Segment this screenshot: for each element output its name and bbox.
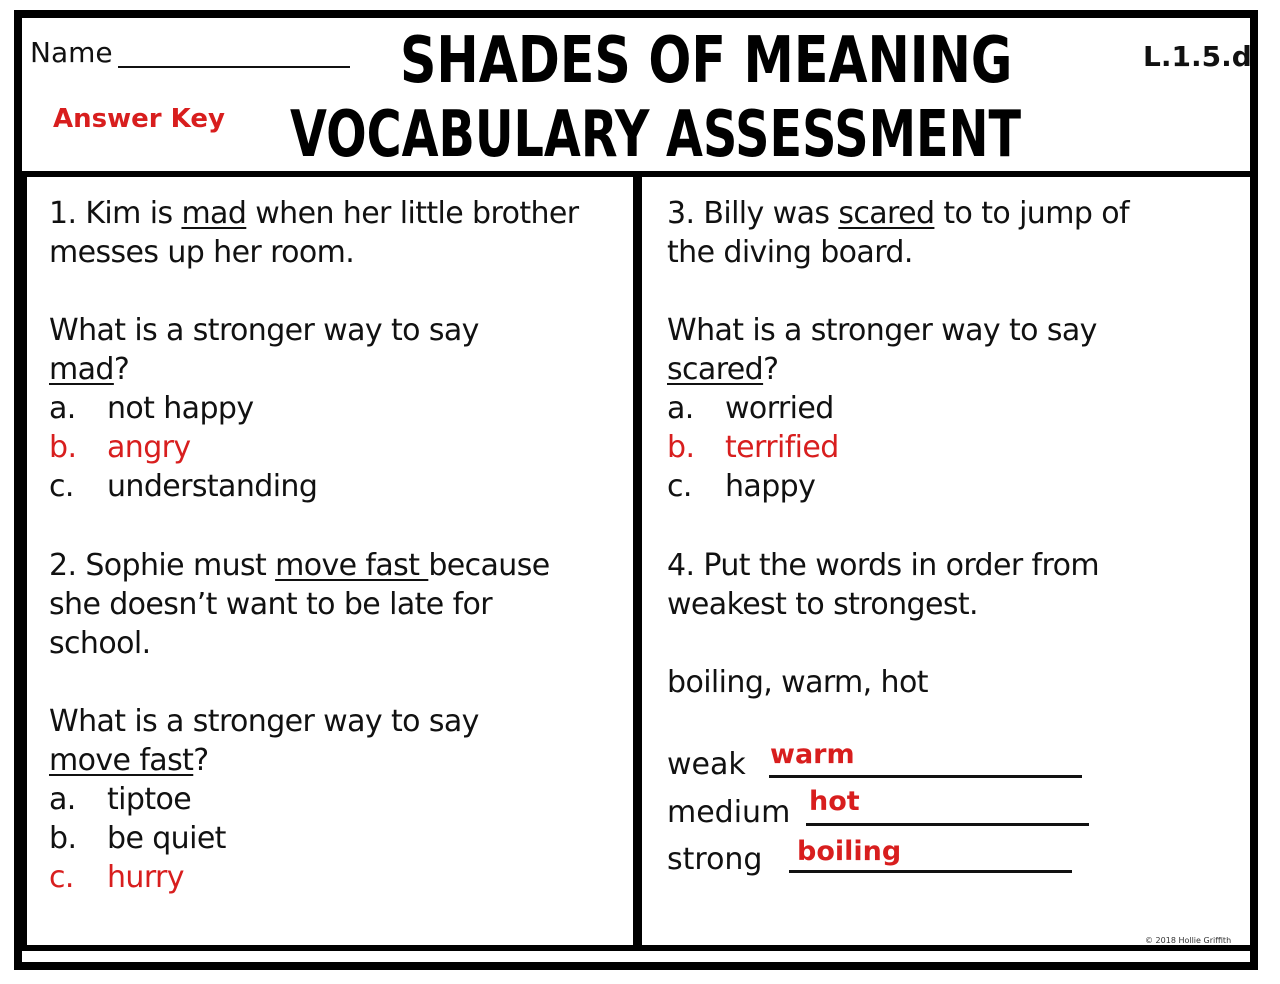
q3-line2: the diving board. [667,235,913,270]
q3-ask-end: ? [763,352,779,387]
q2-option-a[interactable] [49,780,550,819]
q2-ask-end: ? [193,743,209,778]
q4-row-weak [667,747,746,782]
option-text: hurry [107,860,184,895]
q3-option-b[interactable] [667,428,1129,467]
option-letter: b. [49,430,77,465]
name-field-line[interactable] [118,66,350,68]
option-text: angry [107,430,191,465]
q2-prefix: 2. Sophie must [49,548,276,583]
q4-blank-medium[interactable] [806,823,1089,826]
answer-key-label: Answer Key [53,104,225,134]
option-letter: a. [49,782,76,817]
q4-row-strong [667,842,762,877]
q2-ask-word: move fast [49,743,194,778]
q3-prefix: 3. Billy was [667,196,839,231]
question-1 [49,194,579,506]
q4-line1: 4. Put the words in order from [667,548,1099,583]
q4-blank-weak[interactable] [769,775,1082,778]
option-letter: a. [667,391,694,426]
q1-ask: What is a stronger way to say [49,313,479,348]
q4-row-medium [667,795,790,830]
q2-ask: What is a stronger way to say [49,704,479,739]
name-label: Name [30,36,113,69]
q1-option-c[interactable] [49,467,579,506]
q4-answer-strong: boiling [797,836,902,867]
option-letter: b. [667,430,695,465]
q3-target-word: scared [838,196,935,231]
question-3 [667,194,1129,506]
q3-ask: What is a stronger way to say [667,313,1097,348]
q1-suffix: when her little brother [246,196,579,231]
q2-option-c[interactable] [49,858,550,897]
q1-line2: messes up her room. [49,235,355,270]
option-letter: c. [49,469,74,504]
question-4 [667,546,1099,702]
q3-option-c[interactable] [667,467,1129,506]
option-letter: a. [49,391,76,426]
q1-ask-word: mad [49,352,114,387]
q3-ask-word: scared [667,352,764,387]
title-line-1: SHADES OF MEANING [400,24,1013,98]
option-text: not happy [107,391,254,426]
option-text: terrified [725,430,839,465]
q2-option-b[interactable] [49,819,550,858]
q4-line2: weakest to strongest. [667,587,978,622]
q1-option-a[interactable] [49,389,579,428]
question-2 [49,546,550,897]
q1-target-word: mad [181,196,247,231]
q1-prefix: 1. Kim is [49,196,182,231]
row-label: strong [667,842,763,877]
option-letter: c. [667,469,692,504]
row-label: weak [667,747,746,782]
q4-word-list: boiling, warm, hot [667,665,928,700]
option-text: be quiet [107,821,226,856]
copyright-notice: © 2018 Hollie Griffith [1145,936,1232,945]
q4-answer-medium: hot [809,786,860,817]
q1-ask-end: ? [113,352,130,387]
q2-line2: she doesn’t want to be late for [49,587,493,622]
option-text: worried [725,391,834,426]
q4-answer-weak: warm [770,739,855,770]
option-text: understanding [107,469,318,504]
standard-code: L.1.5.d [1143,40,1252,73]
option-letter: b. [49,821,77,856]
q2-line3: school. [49,626,151,661]
q2-target-word: move fast [275,548,429,583]
option-letter: c. [49,860,74,895]
q4-blank-strong[interactable] [789,870,1072,873]
row-label: medium [667,795,791,830]
q3-suffix: to to jump of [934,196,1129,231]
q2-suffix: because [428,548,550,583]
q3-option-a[interactable] [667,389,1129,428]
option-text: tiptoe [107,782,192,817]
q1-option-b[interactable] [49,428,579,467]
option-text: happy [725,469,816,504]
title-line-2: VOCABULARY ASSESSMENT [290,98,1022,172]
